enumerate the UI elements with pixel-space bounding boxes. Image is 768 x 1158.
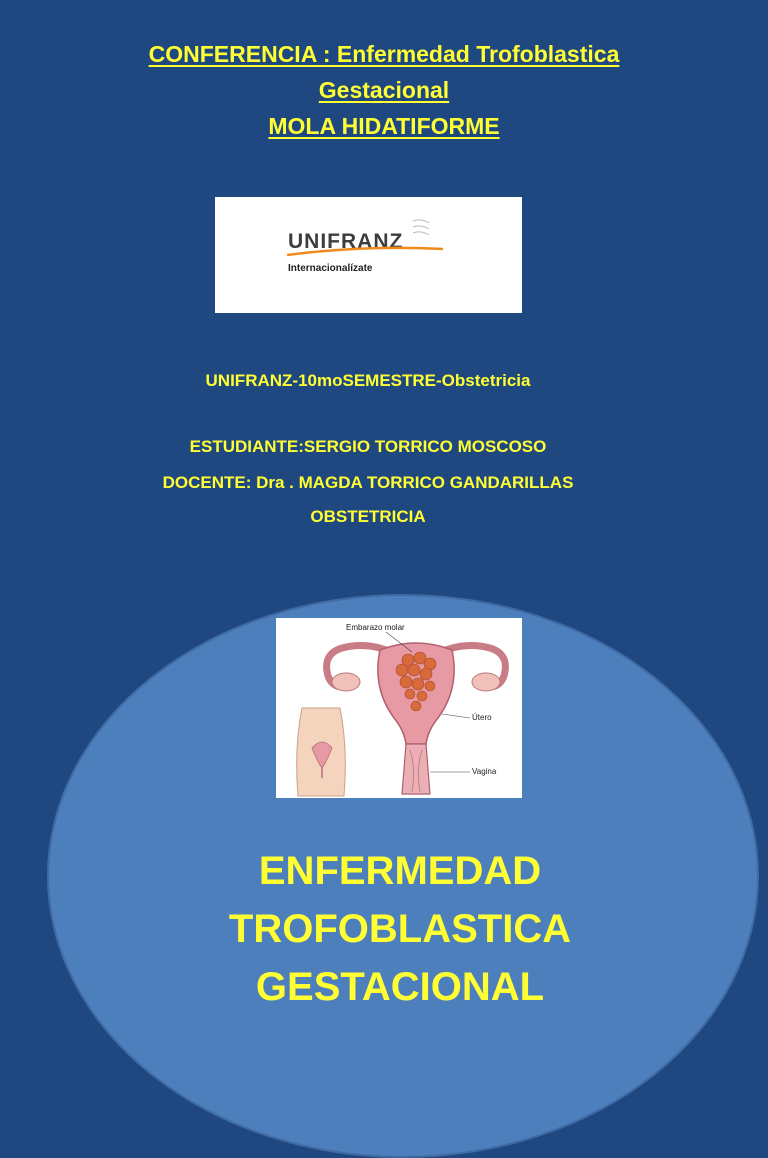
unifranz-logo bbox=[215, 197, 522, 313]
molar-pregnancy-illustration bbox=[276, 618, 522, 798]
footer-title-line-3: GESTACIONAL bbox=[255, 965, 545, 1009]
logo-tagline: Internacionalízate bbox=[288, 263, 373, 274]
subject-line: OBSTETRICIA bbox=[310, 507, 426, 526]
teacher-line: DOCENTE: Dra . MAGDA TORRICO GANDARILLAS bbox=[162, 473, 574, 492]
footer-title-line-2: TROFOBLASTICA bbox=[228, 907, 572, 951]
label-uterus: Útero bbox=[472, 713, 492, 722]
conference-title bbox=[0, 36, 768, 144]
logo-seal-icon bbox=[411, 217, 431, 249]
footer-title-line-1: ENFERMEDAD bbox=[258, 849, 542, 893]
uterus-diagram-icon bbox=[276, 618, 522, 798]
program-line: UNIFRANZ-10moSEMESTRE-Obstetricia bbox=[205, 371, 531, 390]
student-line: ESTUDIANTE:SERGIO TORRICO MOSCOSO bbox=[189, 437, 547, 456]
title-line-1: CONFERENCIA : Enfermedad Trofoblastica bbox=[148, 41, 620, 67]
logo-brand: UNIFRANZ bbox=[288, 230, 404, 253]
label-molar: Embarazo molar bbox=[346, 623, 405, 632]
footer-title bbox=[0, 842, 768, 1016]
title-line-2: Gestacional bbox=[318, 77, 450, 103]
title-line-3: MOLA HIDATIFORME bbox=[268, 113, 500, 139]
label-vagina: Vagina bbox=[472, 767, 497, 776]
